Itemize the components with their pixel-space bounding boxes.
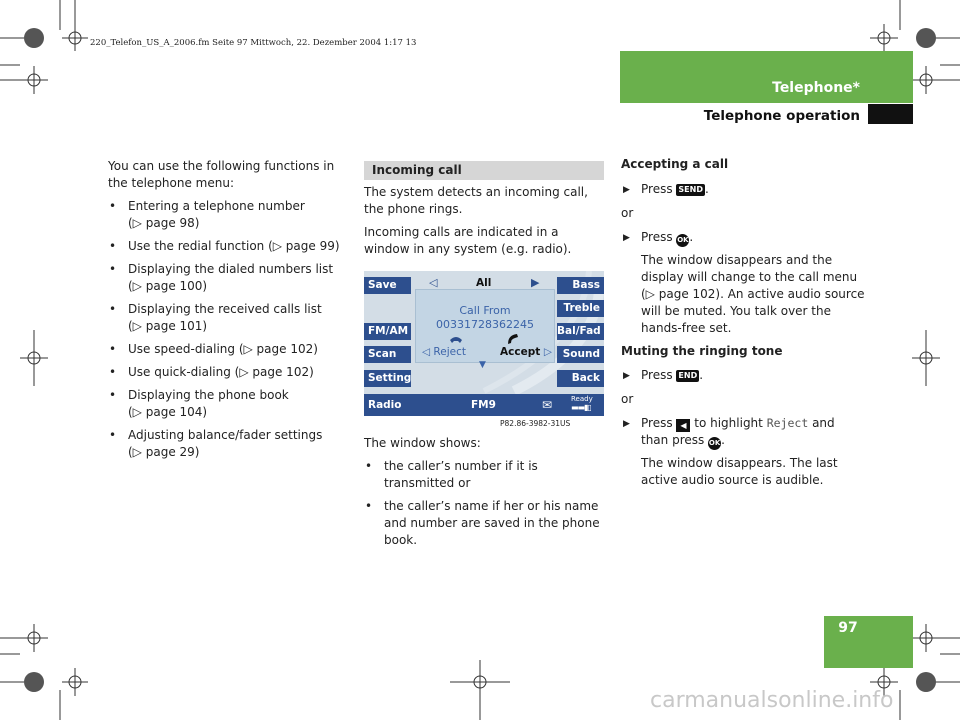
accept-option: Accept ▷ [500,346,552,358]
page-ref: (▷ page 29) [128,445,200,459]
or-text-2: or [621,392,634,406]
left-column [108,158,348,467]
list-item: • Use the redial function (▷ page 99) [108,238,348,255]
list-item: • Displaying the phone book (▷ page 104) [108,387,348,421]
watermark: carmanualsonline.info [650,688,894,713]
hang-up-icon [449,334,463,346]
paragraph: The system detects an incoming call, the phone rings. [364,185,588,216]
list-item: • Entering a telephone number (▷ page 98) [108,198,348,232]
end-key-icon: END [678,371,698,380]
reject-code: Reject [766,416,809,430]
function-list [108,198,348,461]
header-marker [868,104,913,124]
right-arrow-icon: ▶ [531,276,540,289]
display-button-fm-am: FM/AM [364,323,411,340]
window-shows-text: The window shows: [364,436,481,450]
heading-muting: Muting the ringing tone [621,344,783,358]
display-button-sound: Sound [557,346,604,363]
reject-option: ◁ Reject [422,346,466,358]
section-heading-incoming-call: Incoming call [364,161,604,180]
file-info: 220_Telefon_US_A_2006.fm Seite 97 Mittwoch, 22. Dezember 2004 1:17 13 [90,38,417,48]
paragraph: Incoming calls are indicated in a window in any system (e.g. radio). [364,225,572,256]
list-item: • the caller’s number if it is transmitted or [364,458,606,492]
display-status-bar [364,394,604,416]
radio-display [364,271,604,416]
page-ref: (▷ page 98) [128,216,200,230]
middle-column-bottom [364,435,606,555]
status-ready: Ready [571,395,593,403]
list-item: • the caller’s name if her or his name and number are saved in the phone book. [364,498,606,549]
ok-key-icon: OK [708,437,721,450]
status-source: Radio [368,399,402,411]
display-button-bal-fad: Bal/Fad [557,323,604,340]
display-button-save: Save [364,277,411,294]
right-column [621,156,866,489]
display-button-bass: Bass [557,277,604,294]
page-ref: (▷ page 104) [128,405,208,419]
signal-strength-icon: ▬▬▮▯ [571,403,591,412]
display-button-back: Back [557,370,604,387]
section-subtitle: Telephone operation [703,108,860,124]
image-caption: P82.86-3982-31US [500,419,571,428]
down-arrow-icon: ▼ [479,360,486,370]
display-button-setting: Setting [364,370,411,387]
page-ref: (▷ page 101) [128,319,208,333]
left-arrow-icon: ◁ [429,276,438,289]
list-item: • Displaying the received calls list (▷ page 101) [108,301,348,335]
envelope-icon: ✉ [542,398,553,412]
status-band: FM9 [471,399,496,411]
ok-key-icon: OK [676,234,689,247]
call-from-label: Call From [459,304,511,317]
send-key-icon: SEND [678,185,703,194]
display-category: All [476,277,492,289]
list-item: • Use speed-dialing (▷ page 102) [108,341,348,358]
list-item: • Use quick-dialing (▷ page 102) [108,364,348,381]
page-ref: (▷ page 100) [128,279,208,293]
list-item: • Adjusting balance/fader settings (▷ page 29) [108,427,348,461]
step-press-left: ▶ Press ◀ to highlight Reject and than press OK. [621,415,866,450]
left-key-icon: ◀ [676,419,690,432]
mute-description: The window disappears. The last active audio source is audible. [641,456,838,487]
intro-text: You can use the following functions in the telephone menu: [108,159,335,190]
accept-description: The window disappears and the display will change to the call menu (▷ page 102). An active audio source will be muted. You talk over the hands-free set. [641,253,865,335]
incoming-call-window [415,289,555,363]
page-number: 97 [838,620,858,636]
shows-list [364,458,606,549]
display-button-scan: Scan [364,346,411,363]
step-press-ok: ▶ Press OK. [621,229,866,247]
chapter-title: Telephone* [772,80,860,96]
list-item: • Displaying the dialed numbers list (▷ page 100) [108,261,348,295]
or-text: or [621,206,634,220]
heading-accepting-call: Accepting a call [621,157,729,171]
display-button-treble: Treble [557,300,604,317]
step-press-send: ▶ Press SEND . [621,181,866,198]
pick-up-icon [506,332,520,346]
step-press-end: ▶ Press END . [621,367,866,384]
middle-column-top [364,184,606,258]
caller-number: 00331728362245 [436,318,534,331]
